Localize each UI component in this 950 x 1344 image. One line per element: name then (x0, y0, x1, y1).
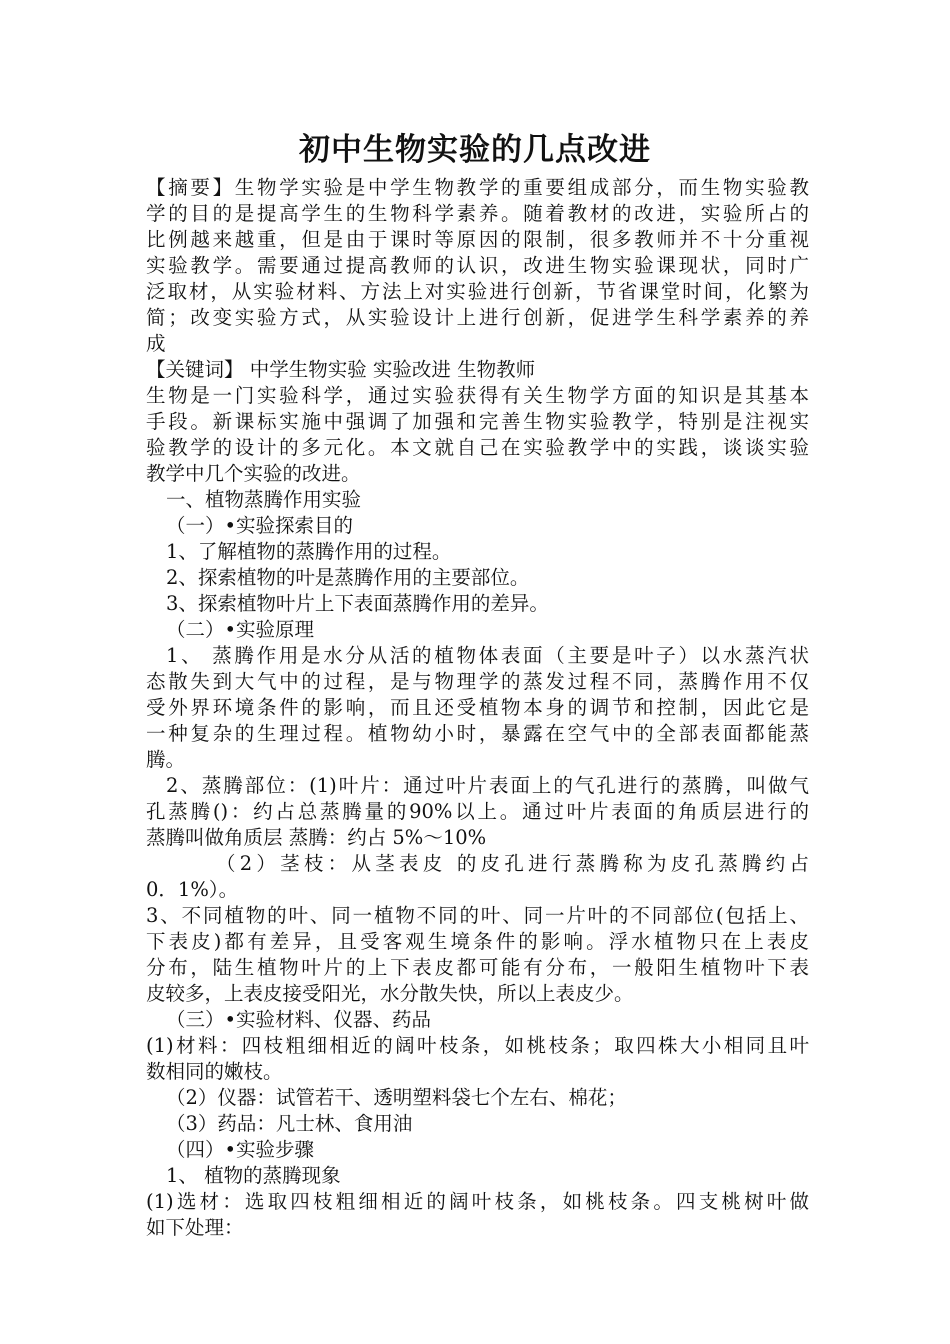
principle-line: 孔蒸腾()：约占总蒸腾量的90%以上。通过叶片表面的角质层进行的 (146, 800, 809, 823)
goal-item: 2、探索植物的叶是蒸腾作用的主要部位。 (166, 566, 530, 589)
step-line: 如下处理： (146, 1216, 244, 1239)
principle-line: 3、不同植物的叶、同一植物不同的叶、同一片叶的不同部位(包括上、 (146, 904, 809, 927)
principle-line: 受外界环境条件的影响，而且还受植物本身的调节和控制，因此它是 (146, 696, 809, 719)
intro-line: 手段。新课标实施中强调了加强和完善生物实验教学，特别是注视实 (146, 410, 809, 433)
principle-line: 分布，陆生植物叶片的上下表皮都可能有分布，一般阳生植物叶下表 (146, 956, 809, 979)
abstract-line: 实验教学。需要通过提高教师的认识，改进生物实验课现状，同时广 (146, 254, 809, 277)
intro-line: 生物是一门实验科学，通过实验获得有关生物学方面的知识是其基本 (146, 384, 809, 407)
abstract-line: 学的目的是提高学生的生物科学素养。随着教材的改进，实验所占的 (146, 202, 809, 225)
materials-line: 数相同的嫩枝。 (146, 1060, 283, 1083)
intro-line: 教学中几个实验的改进。 (146, 462, 361, 485)
abstract-line: 泛取材，从实验材料、方法上对实验进行创新，节省课堂时间，化繁为 (146, 280, 809, 303)
instruments-line: （2）仪器：试管若干、透明塑料袋七个左右、棉花； (166, 1086, 627, 1109)
abstract-line: 【摘要】生物学实验是中学生物教学的重要组成部分，而生物实验教 (146, 176, 809, 199)
principle-line: 腾。 (146, 748, 186, 771)
step-heading: 1、 植物的蒸腾现象 (166, 1164, 341, 1187)
section-heading: 一、植物蒸腾作用实验 (166, 488, 362, 511)
intro-line: 验教学的设计的多元化。本文就自己在实验教学中的实践，谈谈实验 (146, 436, 809, 459)
abstract-line: 简；改变实验方式，从实验设计上进行创新，促进学生科学素养的养 (146, 306, 809, 329)
principle-line: 蒸腾叫做角质层 蒸腾：约占 5%～10% (146, 826, 487, 849)
subsection-heading: （四）•实验步骤 (166, 1138, 315, 1161)
step-line: (1)选材：选取四枝粗细相近的阔叶枝条，如桃枝条。四支桃树叶做 (146, 1190, 809, 1213)
materials-line: (1)材料：四枝粗细相近的阔叶枝条，如桃枝条；取四株大小相同且叶 (146, 1034, 809, 1057)
document-title: 初中生物实验的几点改进 (299, 132, 651, 168)
principle-line: 一种复杂的生理过程。植物幼小时，暴露在空气中的全部表面都能蒸 (146, 722, 809, 745)
reagents-line: （3）药品：凡士林、食用油 (166, 1112, 413, 1135)
principle-line: 0．1%）。 (146, 878, 239, 901)
principle-line: 态散失到大气中的过程，是与物理学的蒸发过程不同，蒸腾作用不仅 (146, 670, 809, 693)
goal-item: 3、探索植物叶片上下表面蒸腾作用的差异。 (166, 592, 549, 615)
subsection-heading: （三）•实验材料、仪器、药品 (166, 1008, 432, 1031)
principle-line: 皮较多，上表皮接受阳光，水分散失快，所以上表皮少。 (146, 982, 634, 1005)
goal-item: 1、了解植物的蒸腾作用的过程。 (166, 540, 452, 563)
abstract-line: 比例越来越重，但是由于课时等原因的限制，很多教师并不十分重视 (146, 228, 809, 251)
principle-line: 1、 蒸腾作用是水分从活的植物体表面（主要是叶子）以水蒸汽状 (166, 644, 809, 667)
subsection-heading: （一）•实验探索目的 (166, 514, 354, 537)
subsection-heading: （二）•实验原理 (166, 618, 315, 641)
principle-line: （2）茎枝：从茎表皮 的皮孔进行蒸腾称为皮孔蒸腾约占 (216, 852, 809, 875)
keywords: 【关键词】 中学生物实验 实验改进 生物教师 (146, 358, 536, 381)
principle-line: 2、蒸腾部位：(1)叶片：通过叶片表面上的气孔进行的蒸腾，叫做气 (166, 774, 809, 797)
principle-line: 下表皮)都有差异，且受客观生境条件的影响。浮水植物只在上表皮 (146, 930, 809, 953)
abstract-line: 成 (146, 332, 166, 355)
